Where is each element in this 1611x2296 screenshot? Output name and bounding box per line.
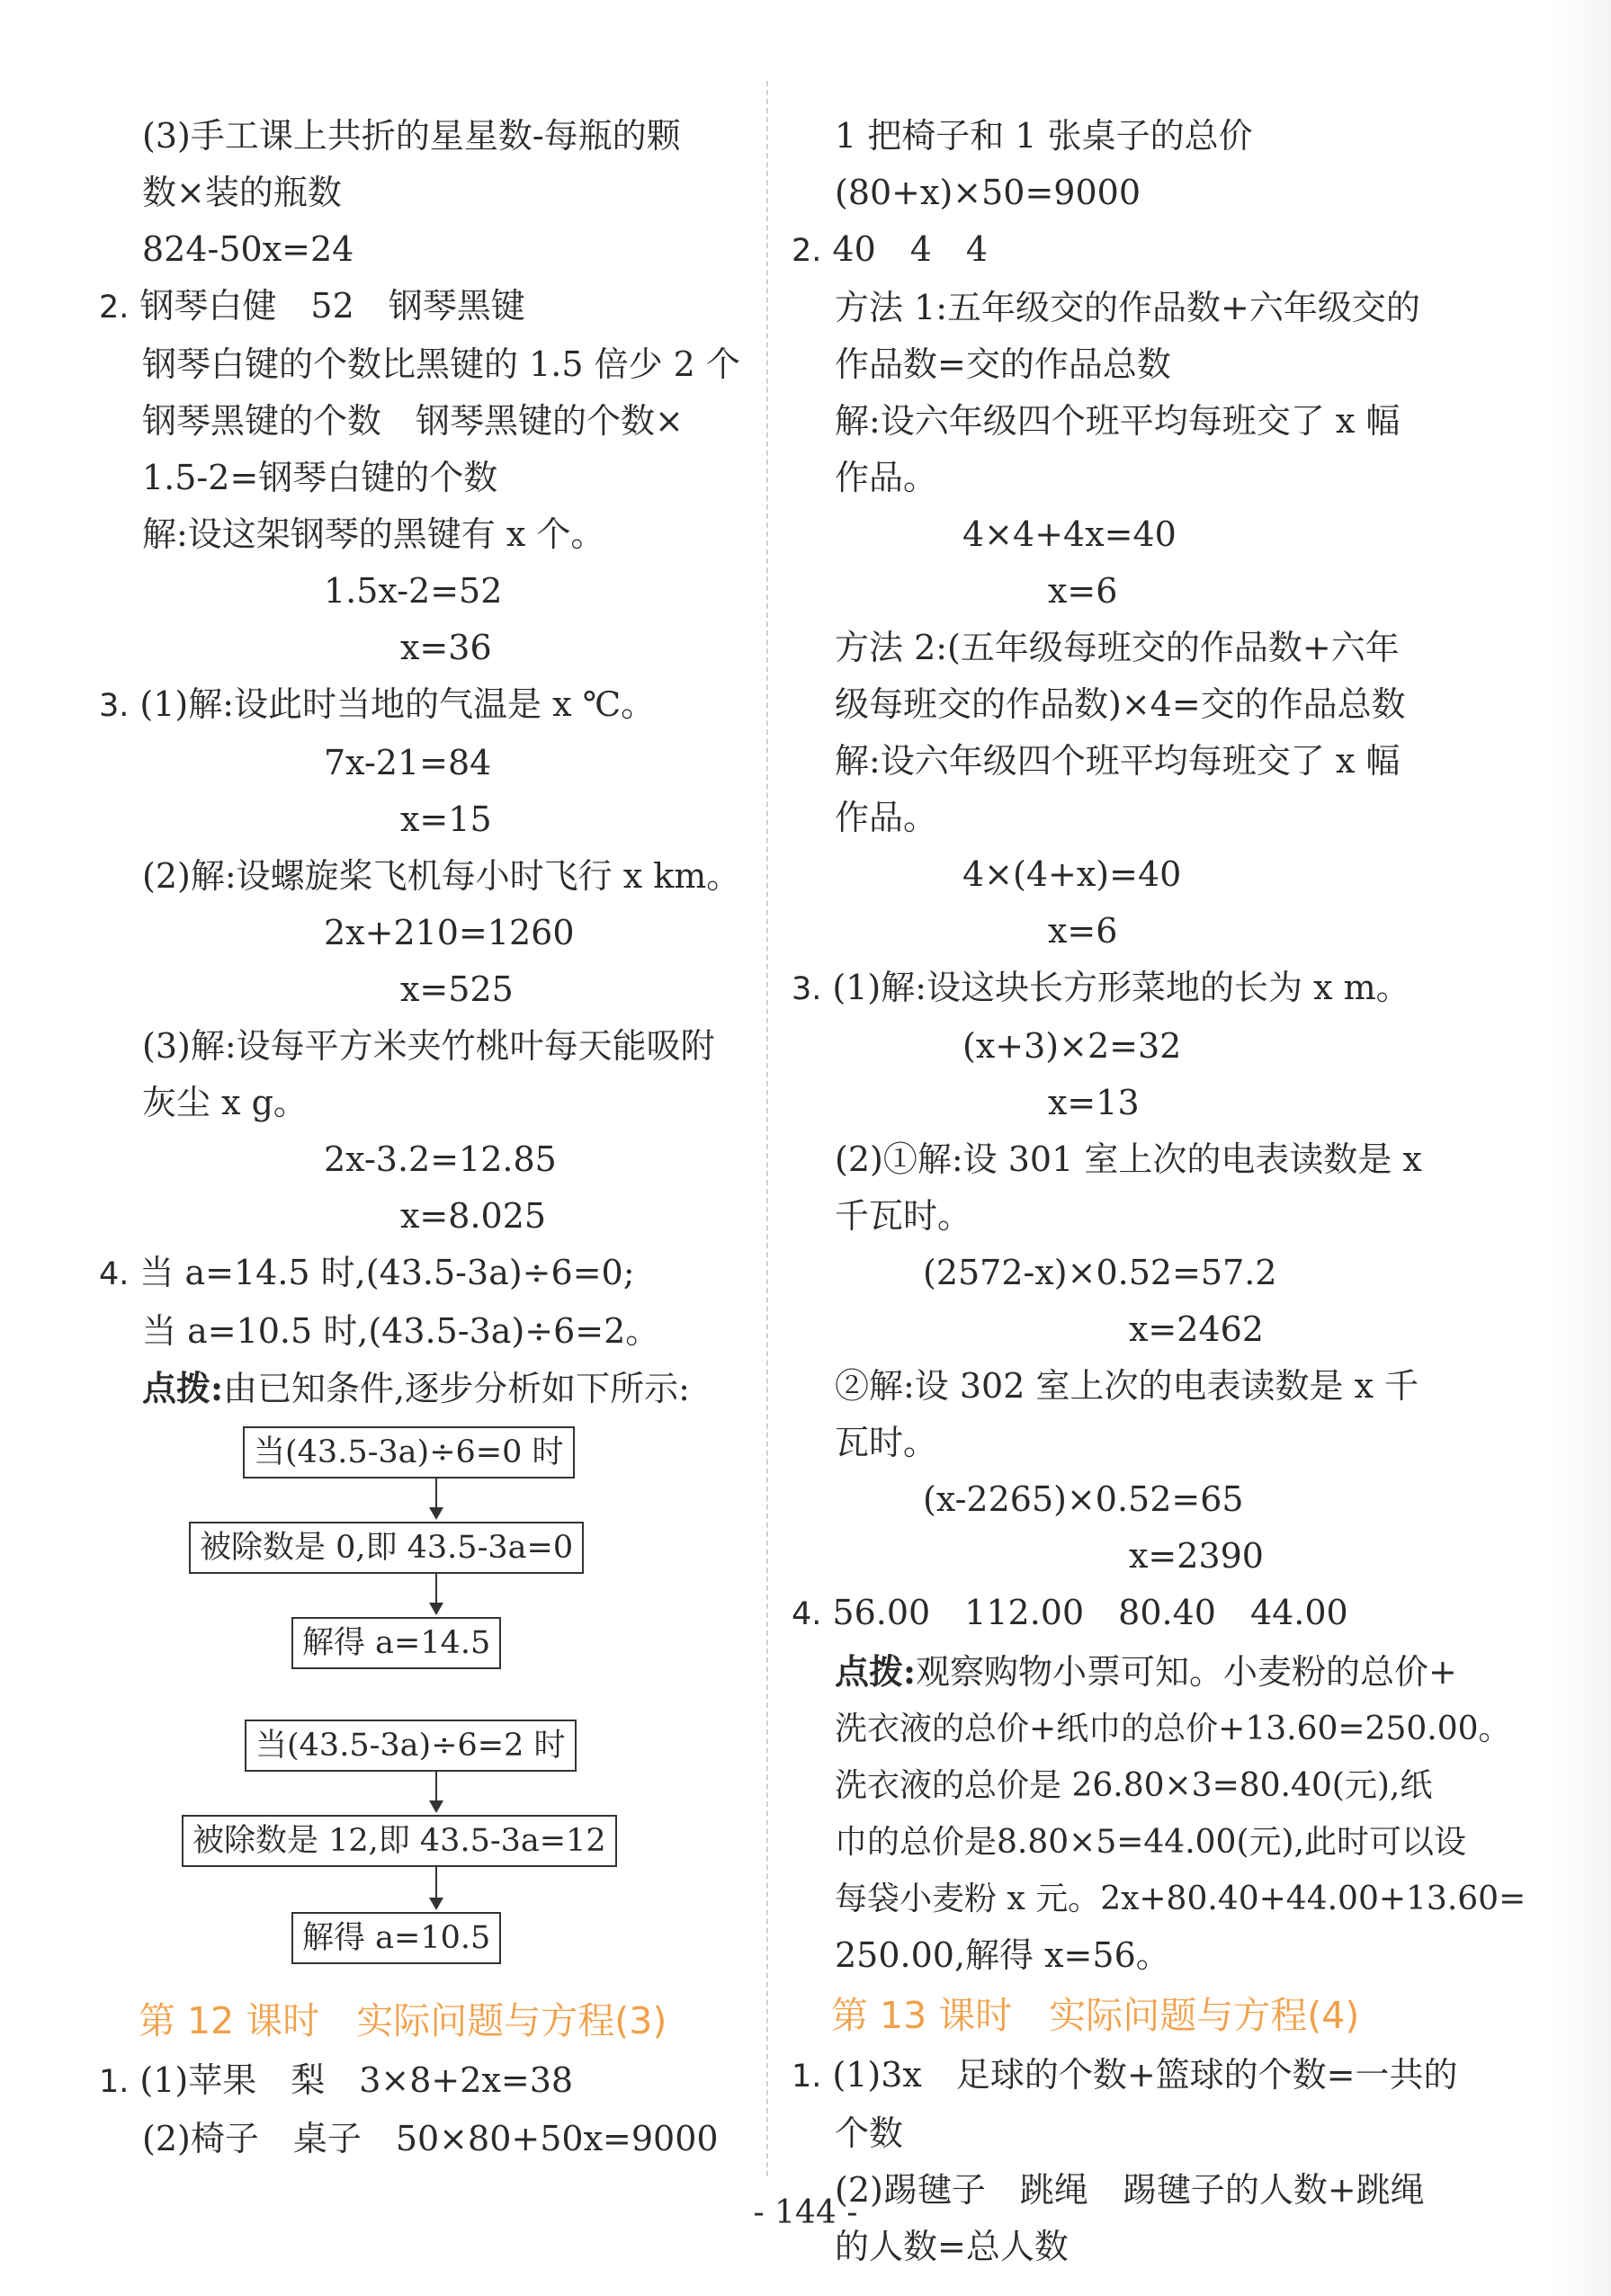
text-line: 解:设这架钢琴的黑键有 x 个。	[142, 514, 605, 554]
right-column	[792, 108, 1526, 2275]
flow-box: 被除数是 0,即 43.5-3a=0	[189, 1522, 584, 1574]
question-number: 3.	[792, 971, 822, 1007]
equation: 7x-21=84	[324, 743, 492, 782]
flow-arrow	[435, 1770, 437, 1811]
equation: x=2462	[1129, 1309, 1264, 1349]
equation: (2572-x)×0.52=57.2	[923, 1253, 1277, 1292]
text-line: (3)手工课上共折的星星数-每瓶的颗	[142, 116, 681, 156]
equation: 1.5x-2=52	[324, 571, 503, 611]
tip-line: 洗衣液的总价+纸巾的总价+13.60=250.00。	[835, 1711, 1511, 1747]
flow-arrow	[435, 1477, 437, 1518]
answer-text: (1)苹果 梨 3×8+2x=38	[139, 2060, 574, 2100]
answer-text: 钢琴白健 52 钢琴黑键	[139, 286, 525, 326]
tip-line: 洗衣液的总价是 26.80×3=80.40(元),纸	[835, 1767, 1433, 1804]
equation: x=13	[1048, 1083, 1140, 1122]
text-line: 钢琴黑键的个数 钢琴黑键的个数×	[142, 401, 684, 441]
equation: 2x-3.2=12.85	[324, 1139, 557, 1179]
text-line: 瓦时。	[835, 1423, 938, 1462]
text-line: 方法 2:(五年级每班交的作品数+六年	[835, 628, 1400, 667]
equation: x=2390	[1129, 1536, 1264, 1576]
text-line: 作品数=交的作品总数	[835, 344, 1171, 384]
equation: x=6	[1048, 911, 1118, 951]
flow-arrow	[435, 1572, 437, 1613]
text-line: 解:设六年级四个班平均每班交了 x 幅	[835, 401, 1401, 441]
question-2	[99, 278, 747, 336]
lesson12-question-1	[99, 2052, 747, 2111]
equation: x=15	[400, 800, 492, 839]
text-line: (2)解:设螺旋桨飞机每小时飞行 x km。	[142, 856, 741, 896]
equation: (80+x)×50=9000	[835, 173, 1141, 212]
text-line: 1 把椅子和 1 张桌子的总价	[835, 116, 1253, 156]
text-line: 作品。	[835, 798, 938, 837]
equation: 2x+210=1260	[324, 913, 575, 952]
question-number: 1.	[99, 2064, 130, 2100]
lesson13-question-1	[792, 2047, 1458, 2105]
tip-line	[99, 1360, 747, 1417]
text-line: 钢琴白键的个数比黑键的 1.5 倍少 2 个	[142, 344, 740, 384]
text-line: 方法 1:五年级交的作品数+六年级交的	[835, 288, 1420, 327]
left-column	[99, 108, 747, 2167]
text-line: 1.5-2=钢琴白键的个数	[142, 458, 498, 497]
text-line: 解:设六年级四个班平均每班交了 x 幅	[835, 741, 1401, 781]
text-line: (2)①解:设 301 室上次的电表读数是 x	[835, 1139, 1422, 1179]
equation: 4×4+4x=40	[962, 514, 1177, 554]
equation: x=525	[400, 969, 514, 1009]
question-3	[99, 676, 747, 735]
question-number: 1.	[792, 2059, 822, 2095]
flow-arrow	[435, 1867, 437, 1908]
flow-box: 当(43.5-3a)÷6=0 时	[243, 1426, 575, 1479]
text-line: (3)解:设每平方米夹竹桃叶每天能吸附	[142, 1026, 715, 1066]
text-line: 作品。	[835, 458, 938, 497]
text-line: 级每班交的作品数)×4=交的作品总数	[835, 684, 1406, 724]
question-3	[792, 960, 1435, 1018]
flow-box: 解得 a=10.5	[291, 1912, 501, 1964]
equation: (x-2265)×0.52=65	[923, 1479, 1244, 1519]
answer-text: 56.00 112.00 80.40 44.00	[832, 1593, 1348, 1632]
answer-text: (1)解:设这块长方形菜地的长为 x m。	[832, 968, 1410, 1007]
flow-box: 当(43.5-3a)÷6=2 时	[245, 1720, 577, 1772]
lesson-12-title: 第 12 课时 实际问题与方程(3)	[139, 1999, 667, 2042]
question-4	[99, 1245, 747, 1303]
answer-text: 当 a=14.5 时,(43.5-3a)÷6=0;	[139, 1253, 635, 1292]
text-line: 个数	[835, 2113, 904, 2153]
lesson-13-title: 第 13 课时 实际问题与方程(4)	[831, 1994, 1360, 2037]
tip-label: 点拨:	[835, 1651, 917, 1692]
question-number: 2.	[792, 233, 822, 269]
text-line: 的人数=总人数	[835, 2227, 1069, 2266]
equation: 4×(4+x)=40	[962, 854, 1182, 894]
flow-diagram	[139, 1417, 747, 1921]
tip-line	[792, 1643, 1457, 1701]
text-line: ②解:设 302 室上次的电表读数是 x 千	[835, 1366, 1419, 1406]
text-line: 当 a=10.5 时,(43.5-3a)÷6=2。	[142, 1311, 660, 1351]
tip-label: 点拨:	[142, 1368, 224, 1408]
question-number: 2.	[99, 290, 130, 326]
column-divider	[766, 81, 768, 2176]
tip-line: 250.00,解得 x=56。	[835, 1935, 1170, 1975]
question-number: 3.	[99, 688, 130, 724]
tip-text: 观察购物小票可知。小麦粉的总价+	[916, 1652, 1457, 1692]
flow-box: 解得 a=14.5	[291, 1617, 501, 1669]
answer-text: (1)3x 足球的个数+篮球的个数=一共的	[832, 2055, 1458, 2095]
tip-line: 每袋小麦粉 x 元。2x+80.40+44.00+13.60=	[835, 1881, 1526, 1917]
equation: x=6	[1048, 571, 1118, 611]
tip-text: 由已知条件,逐步分析如下所示:	[223, 1369, 690, 1408]
equation: (x+3)×2=32	[962, 1026, 1182, 1066]
equation: x=36	[400, 628, 492, 667]
text-line: 灰尘 x g。	[142, 1083, 308, 1122]
text-line: (2)椅子 桌子 50×80+50x=9000	[142, 2119, 719, 2158]
question-number: 4.	[99, 1256, 130, 1292]
answer-text: (1)解:设此时当地的气温是 x ℃。	[139, 684, 656, 724]
text-line: (2)踢毽子 跳绳 踢毽子的人数+跳绳	[835, 2170, 1425, 2210]
flow-box: 被除数是 12,即 43.5-3a=12	[182, 1815, 617, 1867]
question-4	[792, 1585, 1435, 1643]
question-number: 4.	[792, 1596, 822, 1632]
page-number: - 144 -	[753, 2194, 858, 2231]
text-line: 数×装的瓶数	[142, 173, 342, 212]
equation: x=8.025	[400, 1196, 547, 1236]
question-2	[792, 221, 1435, 280]
tip-line: 巾的总价是8.80×5=44.00(元),此时可以设	[835, 1824, 1466, 1861]
equation: 824-50x=24	[142, 229, 354, 269]
answer-text: 40 4 4	[832, 229, 989, 269]
text-line: 千瓦时。	[835, 1196, 972, 1236]
